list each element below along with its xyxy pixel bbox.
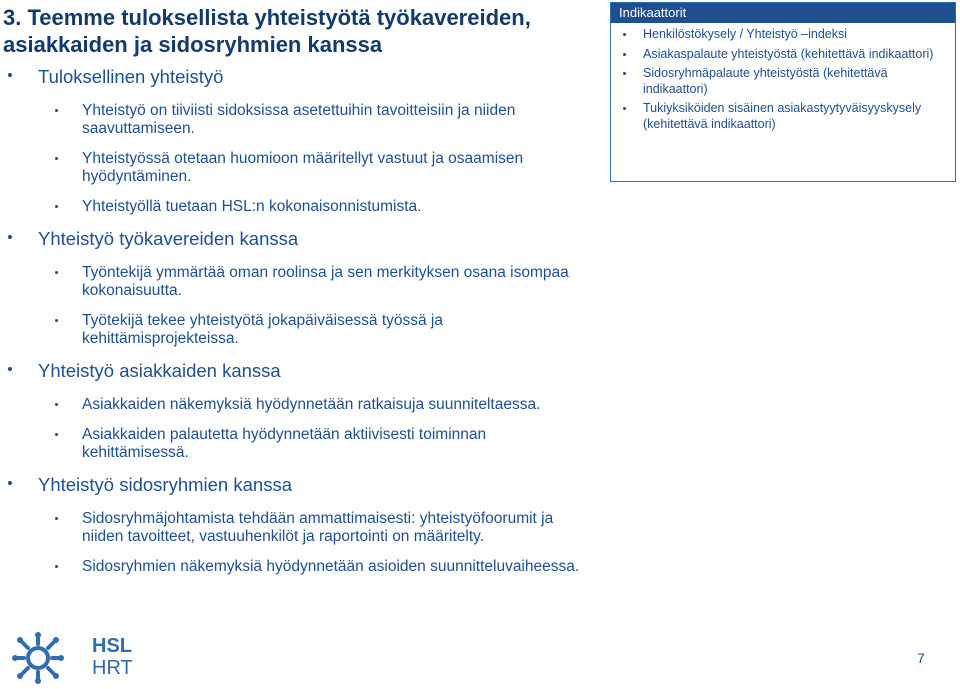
list-item [0, 312, 582, 348]
section-heading [0, 228, 600, 250]
bullet [55, 565, 58, 568]
page-number: 7 [917, 650, 925, 666]
section-heading-text: Tuloksellinen yhteistyö [38, 66, 224, 87]
list-item [0, 150, 582, 186]
section-heading-text: Yhteistyö asiakkaiden kanssa [38, 360, 281, 381]
section-heading [0, 474, 600, 496]
list-item [0, 396, 582, 414]
list-item [0, 198, 582, 216]
logo-wordmark [92, 636, 133, 678]
bullet [55, 319, 58, 322]
indicator-item [611, 101, 955, 132]
bullet [55, 271, 58, 274]
content-body [0, 66, 600, 588]
indicators-list [611, 27, 955, 132]
bullet [623, 33, 626, 36]
indicator-text: Asiakaspalaute yhteistyöstä (kehitettävä indikaattori) [643, 46, 934, 61]
list-item [0, 264, 582, 300]
bullet [623, 53, 626, 56]
hsl-logo-icon [12, 632, 86, 689]
bullet [55, 205, 58, 208]
list-item-text: Asiakkaiden palautetta hyödynnetään aktiivisesti toiminnan kehittämisessä. [82, 426, 487, 461]
bullet [623, 72, 626, 75]
bullet [623, 107, 626, 110]
indicator-text: Henkilöstökysely / Yhteistyö –indeksi [643, 27, 848, 41]
indicator-item [611, 66, 955, 97]
section-heading [0, 360, 600, 382]
indicators-box [610, 2, 956, 182]
list-item-text: Yhteistyö on tiiviisti sidoksissa asetettuihin tavoitteisiin ja niiden saavuttamiseen. [82, 102, 516, 137]
list-item-text: Työntekijä ymmärtää oman roolinsa ja sen merkityksen osana isompaa kokonaisuutta. [82, 264, 569, 299]
list-item [0, 558, 582, 576]
section-heading [0, 66, 600, 88]
list-item-text: Työtekijä tekee yhteistyötä jokapäiväisessä työssä ja kehittämisprojekteissa. [82, 312, 443, 347]
logo-line-2: HRT [92, 657, 133, 679]
bullet [8, 367, 12, 371]
bullet [8, 481, 12, 485]
list-item-text: Sidosryhmäjohtamista tehdään ammattimaisesti: yhteistyöfoorumit ja niiden tavoitteet, vastuuhenkilöt ja raportointi on määritelty. [82, 510, 554, 545]
bullet [8, 73, 12, 77]
bullet [55, 517, 58, 520]
list-item-text: Yhteistyöllä tuetaan HSL:n kokonaisonnistumista. [82, 198, 422, 215]
bullet [55, 403, 58, 406]
list-item [0, 510, 582, 546]
indicator-item [611, 27, 955, 43]
bullet [55, 109, 58, 112]
list-item-text: Sidosryhmien näkemyksiä hyödynnetään asioiden suunnitteluvaiheessa. [82, 558, 580, 575]
logo-line-1: HSL [92, 635, 132, 657]
bullet [55, 157, 58, 160]
indicator-item [611, 47, 955, 63]
indicator-text: Tukiyksiköiden sisäinen asiakastyytyväisyyskysely (kehitettävä indikaattori) [643, 101, 922, 131]
section-heading-text: Yhteistyö työkavereiden kanssa [38, 228, 299, 249]
bullet [8, 235, 12, 239]
list-item-text: Yhteistyössä otetaan huomioon määritellyt vastuut ja osaamisen hyödyntäminen. [82, 150, 524, 185]
indicator-text: Sidosryhmäpalaute yhteistyöstä (kehitettävä indikaattori) [643, 66, 888, 96]
list-item [0, 102, 582, 138]
indicators-heading: Indikaattorit [611, 3, 955, 23]
bullet [55, 433, 58, 436]
list-item [0, 426, 582, 462]
section-heading-text: Yhteistyö sidosryhmien kanssa [38, 474, 292, 495]
list-item-text: Asiakkaiden näkemyksiä hyödynnetään ratkaisuja suunniteltaessa. [82, 396, 541, 413]
page-title: 3. Teemme tuloksellista yhteistyötä työkavereiden, asiakkaiden ja sidosryhmien kanssa [3, 5, 531, 57]
